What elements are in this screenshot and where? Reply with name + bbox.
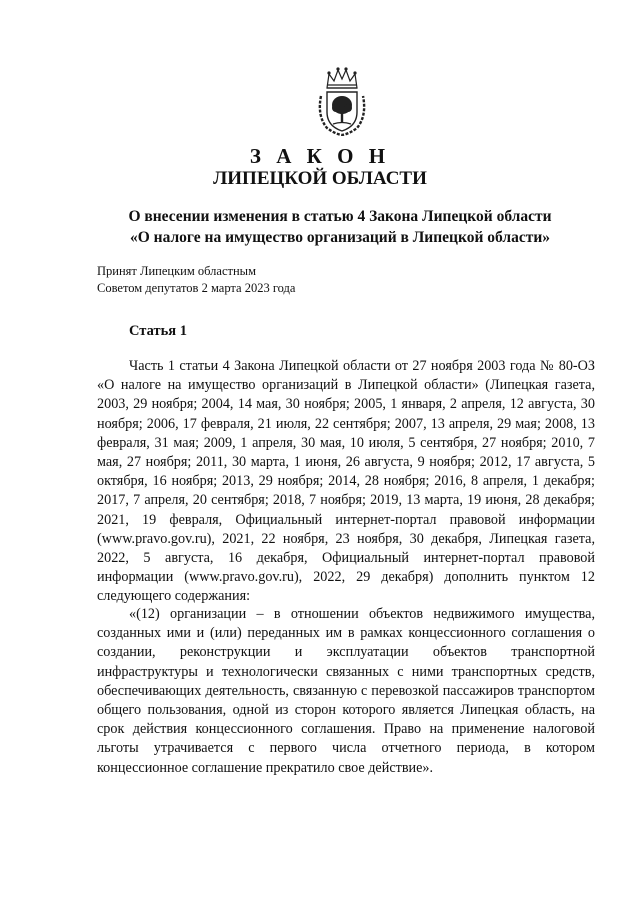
- coat-of-arms-icon: [315, 66, 369, 136]
- adoption-note-line-1: Принят Липецким областным: [97, 264, 256, 278]
- article-heading: Статья 1: [129, 323, 187, 339]
- article-paragraph-2: «(12) организации – в отношении объектов недвижимого имущества, созданных ими и (или) переданных им в рамках концессионного соглашения о создании, реконструкции и эксплуатации объектов транспортной инфраструктуры и технологически связанных с ними транспортных средств, обеспечивающих деятельность, связанную с перевозкой пассажиров транспортом общего пользования, одной из сторон которого является Липецкая область, на срок действия концессионного соглашения. Право на применение налоговой льготы утрачивается с первого числа отчетного периода, в котором концессионное соглашение прекратило свое действие».: [97, 606, 595, 776]
- law-subject: [0, 206, 640, 248]
- law-subject-line-2: «О налоге на имущество организаций в Липецкой области»: [129, 229, 550, 246]
- law-region: ЛИПЕЦКОЙ ОБЛАСТИ: [213, 168, 427, 189]
- adoption-note: [97, 263, 517, 297]
- article-paragraph-1: Часть 1 статьи 4 Закона Липецкой области от 27 ноября 2003 года № 80-ОЗ «О налоге на имущество организаций в Липецкой области» (Липецкая газета, 2003, 29 ноября; 2004, 14 мая, 30 ноября; 2005, 1 января, 2 апреля, 12 августа, 30 ноября; 2006, 17 февраля, 21 июля, 22 сентября; 2007, 13 апреля, 29 мая; 2008, 13 февраля, 31 мая; 2009, 1 апреля, 30 мая, 10 июля, 5 сентября, 27 ноября; 2010, 7 мая, 27 ноября; 2011, 30 марта, 1 июня, 26 августа, 9 ноября; 2012, 17 августа, 5 октября, 16 ноября; 2013, 29 ноября; 2014, 28 ноября; 2016, 8 апреля, 1 декабря; 2017, 7 апреля, 20 сентября; 2018, 7 ноября; 2019, 13 марта, 19 июня, 28 декабря; 2021, 19 февраля, Официальный интернет-портал правовой информации (www.pravo.gov.ru), 2021, 22 ноября, 23 ноября, 30 декабря, Липецкая газета, 2022, 5 августа, 16 декабря, Официальный интернет-портал правовой информации (www.pravo.gov.ru), 2022, 29 декабря) дополнить пунктом 12 следующего содержания:: [97, 358, 595, 605]
- law-subject-line-1: О внесении изменения в статью 4 Закона Липецкой области: [128, 208, 552, 225]
- adoption-note-line-2: Советом депутатов 2 марта 2023 года: [97, 281, 296, 295]
- law-title: З А К О Н: [249, 144, 391, 168]
